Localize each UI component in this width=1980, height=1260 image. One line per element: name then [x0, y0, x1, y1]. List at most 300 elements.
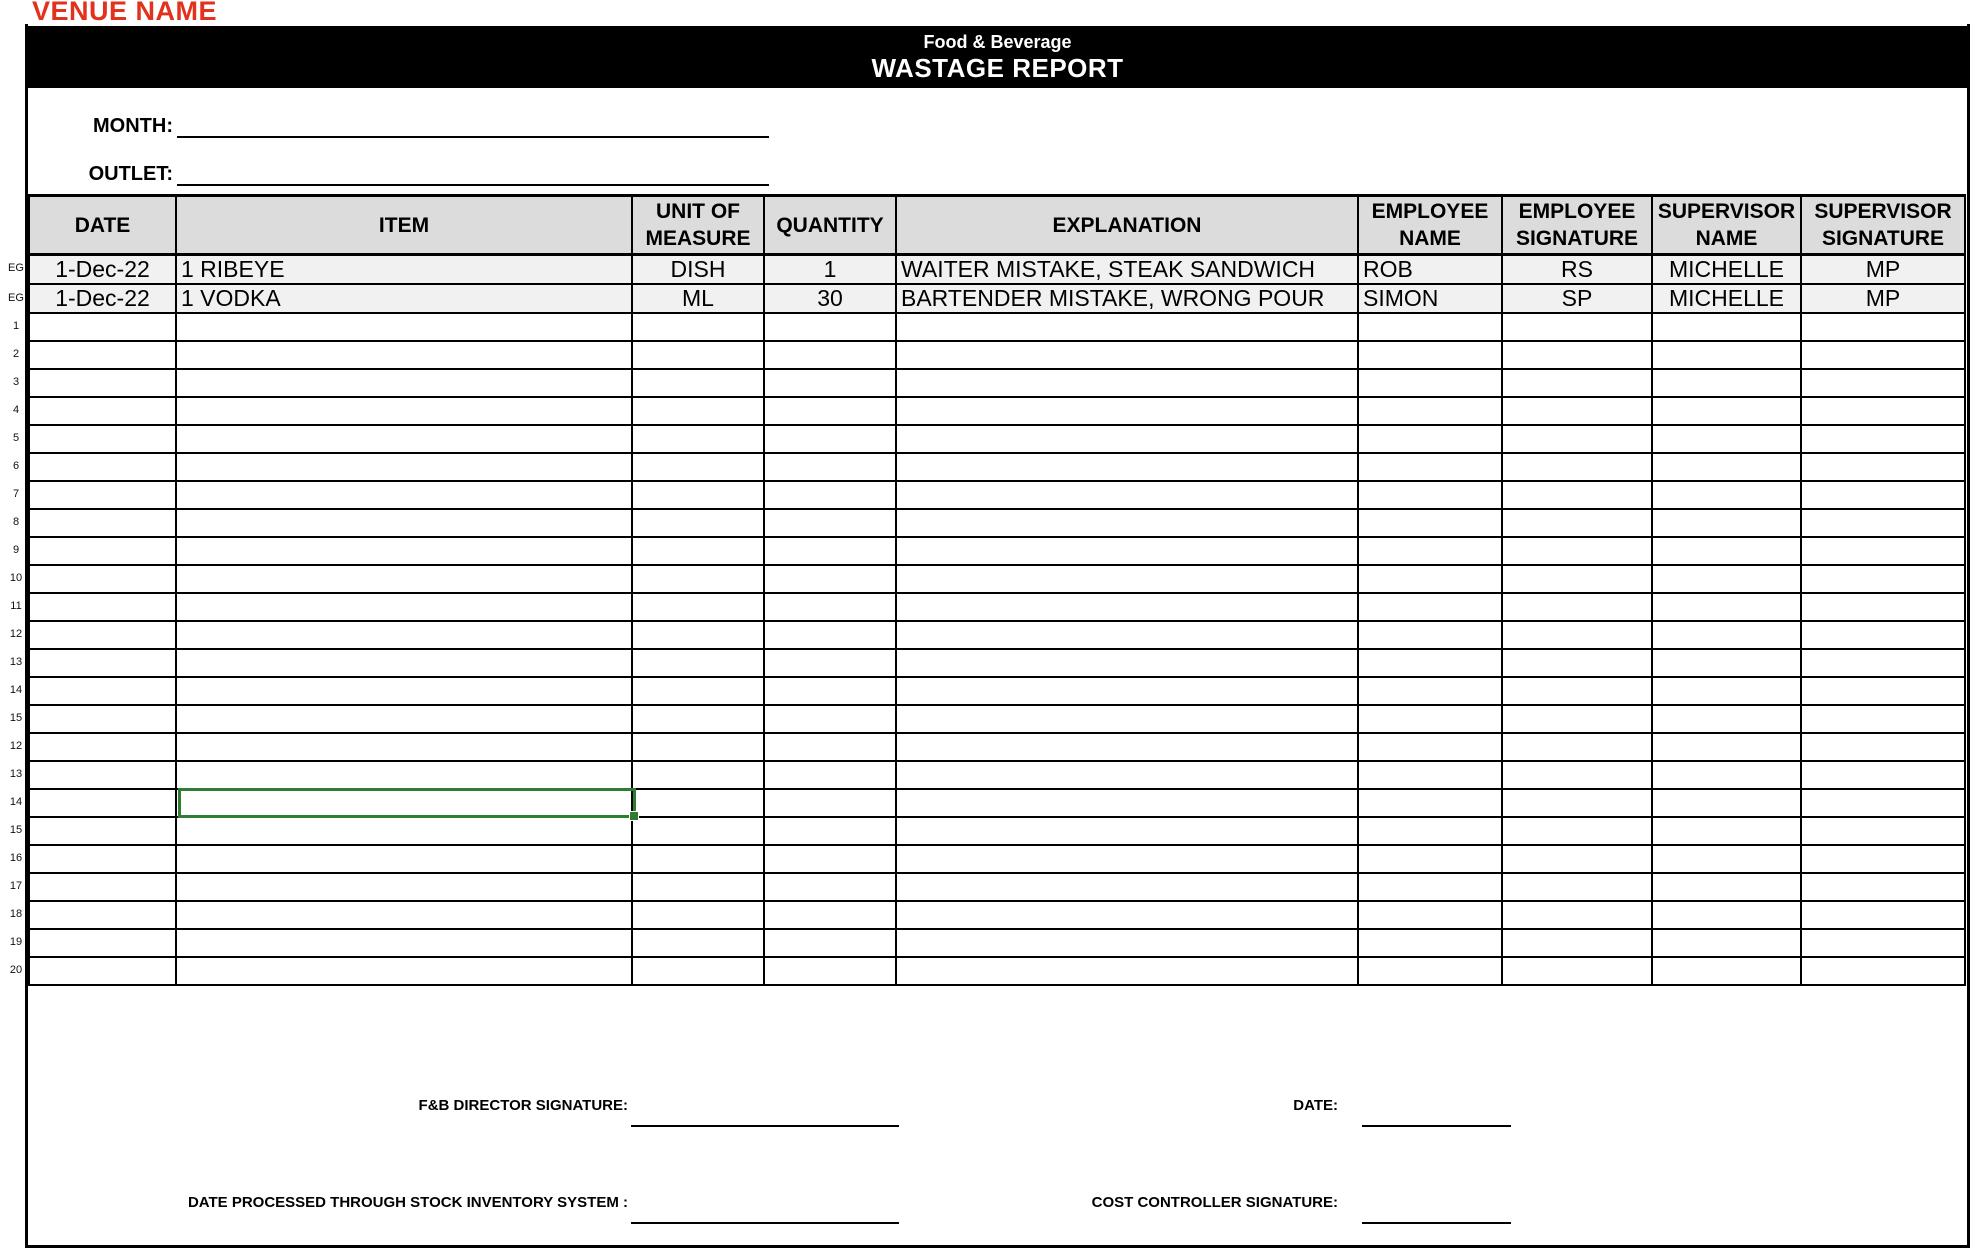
table-cell[interactable] — [1801, 397, 1965, 425]
table-cell[interactable] — [1652, 537, 1801, 565]
table-row — [29, 733, 1965, 761]
table-cell[interactable] — [176, 593, 632, 621]
row-number: EG — [8, 262, 24, 275]
table-cell[interactable]: MP — [1801, 284, 1965, 313]
table-cell[interactable] — [1652, 481, 1801, 509]
row-number: 12 — [9, 740, 23, 752]
table-cell[interactable]: 1 — [764, 255, 896, 285]
table-cell[interactable] — [896, 649, 1358, 677]
table-cell[interactable] — [1652, 957, 1801, 985]
table-cell[interactable] — [1358, 789, 1502, 817]
table-cell[interactable] — [764, 761, 896, 789]
table-row — [29, 621, 1965, 649]
table-cell[interactable] — [1358, 453, 1502, 481]
table-cell[interactable] — [29, 705, 176, 733]
table-cell[interactable] — [1801, 313, 1965, 341]
table-cell[interactable] — [764, 313, 896, 341]
table-cell[interactable] — [1358, 649, 1502, 677]
table-cell[interactable] — [176, 733, 632, 761]
table-cell[interactable] — [1652, 789, 1801, 817]
table-cell[interactable] — [1358, 425, 1502, 453]
table-cell[interactable] — [1801, 369, 1965, 397]
table-cell[interactable] — [29, 453, 176, 481]
table-cell[interactable] — [176, 369, 632, 397]
table-cell[interactable] — [896, 621, 1358, 649]
table-cell[interactable] — [176, 397, 632, 425]
table-cell[interactable] — [764, 845, 896, 873]
column-header-line1: SUPERVISOR — [1657, 200, 1796, 223]
table-cell[interactable] — [1652, 705, 1801, 733]
table-cell[interactable] — [1358, 341, 1502, 369]
table-row — [29, 873, 1965, 901]
table-cell[interactable]: SIMON — [1358, 284, 1502, 313]
table-cell[interactable] — [896, 929, 1358, 957]
table-cell[interactable] — [1502, 845, 1652, 873]
table-cell[interactable] — [764, 649, 896, 677]
table-cell[interactable]: MP — [1801, 255, 1965, 285]
table-cell[interactable] — [176, 341, 632, 369]
table-cell[interactable] — [29, 509, 176, 537]
row-number: 13 — [9, 656, 23, 668]
table-cell[interactable] — [896, 901, 1358, 929]
table-cell[interactable] — [632, 705, 764, 733]
table-cell[interactable] — [632, 621, 764, 649]
table-cell[interactable] — [176, 957, 632, 985]
column-header[interactable] — [29, 196, 176, 255]
cost-controller-signature-label: COST CONTROLLER SIGNATURE: — [1091, 1194, 1338, 1211]
table-cell[interactable] — [1652, 397, 1801, 425]
table-cell[interactable] — [1502, 817, 1652, 845]
table-cell[interactable] — [1358, 873, 1502, 901]
table-cell[interactable] — [176, 789, 632, 817]
table-row — [29, 284, 1965, 313]
table-cell[interactable] — [632, 649, 764, 677]
table-cell[interactable] — [1502, 509, 1652, 537]
table-cell[interactable] — [29, 733, 176, 761]
column-header-line1: DATE — [74, 213, 131, 237]
table-cell[interactable]: DISH — [632, 255, 764, 285]
table-cell[interactable] — [176, 705, 632, 733]
row-number: 2 — [12, 348, 20, 360]
table-cell[interactable] — [1502, 873, 1652, 901]
table-cell[interactable] — [896, 397, 1358, 425]
table-cell[interactable]: WAITER MISTAKE, STEAK SANDWICH — [896, 255, 1358, 285]
table-cell[interactable] — [1801, 593, 1965, 621]
table-cell[interactable] — [1801, 789, 1965, 817]
table-row — [29, 313, 1965, 341]
table-cell[interactable] — [176, 929, 632, 957]
table-cell[interactable] — [29, 761, 176, 789]
table-cell[interactable] — [632, 341, 764, 369]
column-header[interactable] — [1358, 196, 1502, 255]
table-cell[interactable] — [896, 873, 1358, 901]
table-cell[interactable] — [1358, 677, 1502, 705]
table-cell[interactable] — [1801, 565, 1965, 593]
table-cell[interactable] — [1358, 481, 1502, 509]
row-number: 16 — [9, 852, 23, 864]
row-number: 11 — [10, 600, 22, 612]
table-cell[interactable] — [764, 453, 896, 481]
table-cell[interactable] — [29, 789, 176, 817]
table-row — [29, 593, 1965, 621]
table-cell[interactable] — [896, 313, 1358, 341]
table-cell[interactable] — [29, 481, 176, 509]
table-cell[interactable] — [896, 593, 1358, 621]
table-cell[interactable] — [896, 957, 1358, 985]
table-cell[interactable] — [632, 845, 764, 873]
table-cell[interactable] — [896, 341, 1358, 369]
table-cell[interactable] — [896, 677, 1358, 705]
table-cell[interactable] — [29, 649, 176, 677]
table-row — [29, 481, 1965, 509]
fb-director-signature-line[interactable] — [631, 1125, 899, 1127]
table-cell[interactable] — [29, 313, 176, 341]
table-cell[interactable] — [1502, 425, 1652, 453]
table-cell[interactable] — [632, 593, 764, 621]
table-cell[interactable] — [1502, 453, 1652, 481]
table-cell[interactable] — [764, 705, 896, 733]
row-number: 20 — [9, 964, 23, 976]
table-cell[interactable] — [1358, 705, 1502, 733]
table-cell[interactable] — [1358, 901, 1502, 929]
month-label: MONTH: — [93, 115, 173, 137]
table-row — [29, 789, 1965, 817]
table-cell[interactable] — [764, 733, 896, 761]
table-cell[interactable] — [29, 621, 176, 649]
column-header-line2: MEASURE — [645, 227, 751, 250]
table-cell[interactable] — [632, 873, 764, 901]
table-cell[interactable] — [1652, 509, 1801, 537]
table-cell[interactable] — [29, 369, 176, 397]
table-cell[interactable] — [1652, 845, 1801, 873]
table-cell[interactable] — [764, 369, 896, 397]
title-bar — [28, 26, 1967, 88]
table-cell[interactable] — [29, 873, 176, 901]
table-cell[interactable] — [29, 593, 176, 621]
table-cell[interactable] — [1652, 453, 1801, 481]
table-cell[interactable]: 1 VODKA — [176, 284, 632, 313]
table-cell[interactable] — [1502, 313, 1652, 341]
table-cell[interactable] — [1652, 369, 1801, 397]
table-cell[interactable] — [896, 537, 1358, 565]
table-cell[interactable] — [896, 509, 1358, 537]
table-cell[interactable] — [1801, 733, 1965, 761]
table-cell[interactable] — [764, 397, 896, 425]
table-row — [29, 255, 1965, 285]
table-cell[interactable] — [1358, 761, 1502, 789]
table-cell[interactable] — [896, 705, 1358, 733]
table-cell[interactable] — [764, 789, 896, 817]
table-cell[interactable]: SP — [1502, 284, 1652, 313]
table-row — [29, 901, 1965, 929]
table-cell[interactable] — [29, 397, 176, 425]
table-cell[interactable] — [632, 929, 764, 957]
table-cell[interactable]: ROB — [1358, 255, 1502, 285]
table-cell[interactable] — [1652, 593, 1801, 621]
venue-name: VENUE NAME — [32, 0, 218, 26]
table-cell[interactable] — [1358, 397, 1502, 425]
table-cell[interactable] — [1502, 649, 1652, 677]
table-cell[interactable] — [1652, 425, 1801, 453]
table-cell[interactable] — [632, 509, 764, 537]
table-cell[interactable] — [1801, 957, 1965, 985]
row-number: 7 — [12, 488, 20, 500]
table-cell[interactable] — [764, 873, 896, 901]
table-cell[interactable] — [1652, 817, 1801, 845]
table-cell[interactable] — [1652, 929, 1801, 957]
table-cell[interactable] — [1801, 845, 1965, 873]
table-row — [29, 369, 1965, 397]
table-cell[interactable]: ML — [632, 284, 764, 313]
table-cell[interactable] — [632, 453, 764, 481]
column-header-line2: SIGNATURE — [1515, 227, 1639, 250]
table-cell[interactable]: MICHELLE — [1652, 255, 1801, 285]
table-cell[interactable] — [1502, 957, 1652, 985]
table-cell[interactable] — [176, 817, 632, 845]
table-cell[interactable] — [896, 565, 1358, 593]
cost-controller-signature-line[interactable] — [1362, 1222, 1511, 1224]
table-cell[interactable] — [1801, 481, 1965, 509]
column-header[interactable] — [896, 196, 1358, 255]
table-cell[interactable] — [176, 677, 632, 705]
table-cell[interactable] — [1801, 425, 1965, 453]
table-cell[interactable]: 1-Dec-22 — [29, 284, 176, 313]
table-cell[interactable] — [764, 481, 896, 509]
table-cell[interactable] — [1358, 593, 1502, 621]
table-cell[interactable]: RS — [1502, 255, 1652, 285]
table-cell[interactable] — [896, 845, 1358, 873]
table-cell[interactable] — [764, 593, 896, 621]
table-cell[interactable] — [764, 425, 896, 453]
column-header-line1: EMPLOYEE — [1371, 200, 1489, 223]
table-cell[interactable] — [764, 509, 896, 537]
outlet-input[interactable] — [177, 162, 769, 186]
table-cell[interactable] — [764, 929, 896, 957]
row-number: 1 — [12, 320, 20, 332]
row-number: 8 — [12, 516, 20, 528]
table-cell[interactable] — [632, 397, 764, 425]
table-cell[interactable] — [176, 453, 632, 481]
table-cell[interactable] — [896, 453, 1358, 481]
table-row — [29, 705, 1965, 733]
table-cell[interactable] — [1358, 509, 1502, 537]
column-header-line2: SIGNATURE — [1821, 227, 1945, 250]
table-cell[interactable] — [632, 425, 764, 453]
table-cell[interactable] — [29, 565, 176, 593]
table-cell[interactable] — [1502, 481, 1652, 509]
table-cell[interactable] — [632, 817, 764, 845]
table-cell[interactable]: 30 — [764, 284, 896, 313]
table-row — [29, 537, 1965, 565]
table-cell[interactable] — [632, 761, 764, 789]
table-cell[interactable]: 1 RIBEYE — [176, 255, 632, 285]
table-cell[interactable] — [632, 537, 764, 565]
table-cell[interactable] — [1801, 537, 1965, 565]
table-cell[interactable] — [176, 761, 632, 789]
table-cell[interactable] — [176, 509, 632, 537]
table-cell[interactable] — [632, 481, 764, 509]
table-cell[interactable] — [1358, 929, 1502, 957]
outlet-field[interactable] — [28, 156, 769, 186]
table-cell[interactable] — [176, 565, 632, 593]
column-header[interactable] — [1652, 196, 1801, 255]
table-cell[interactable] — [1801, 929, 1965, 957]
table-cell[interactable] — [1652, 677, 1801, 705]
table-row — [29, 341, 1965, 369]
table-cell[interactable] — [896, 425, 1358, 453]
table-cell[interactable] — [176, 537, 632, 565]
month-input[interactable] — [177, 114, 769, 138]
table-cell[interactable] — [1502, 677, 1652, 705]
table-cell[interactable] — [1502, 537, 1652, 565]
table-cell[interactable] — [896, 733, 1358, 761]
table-cell[interactable] — [1358, 537, 1502, 565]
table-cell[interactable] — [1358, 621, 1502, 649]
table-cell[interactable] — [632, 369, 764, 397]
table-row — [29, 453, 1965, 481]
table-cell[interactable] — [896, 761, 1358, 789]
table-cell[interactable] — [1502, 621, 1652, 649]
column-header[interactable] — [176, 196, 632, 255]
table-cell[interactable] — [632, 901, 764, 929]
table-cell[interactable] — [1652, 341, 1801, 369]
table-cell[interactable] — [176, 901, 632, 929]
table-cell[interactable] — [176, 873, 632, 901]
table-cell[interactable] — [1652, 313, 1801, 341]
table-cell[interactable] — [764, 537, 896, 565]
row-number: EG — [8, 291, 24, 304]
table-cell[interactable] — [1358, 313, 1502, 341]
table-cell[interactable] — [1652, 621, 1801, 649]
table-cell[interactable] — [896, 481, 1358, 509]
table-cell[interactable] — [29, 425, 176, 453]
table-cell[interactable] — [1502, 733, 1652, 761]
table-cell[interactable] — [176, 481, 632, 509]
column-header-line2: NAME — [1399, 227, 1461, 250]
table-cell[interactable] — [1502, 761, 1652, 789]
table-cell[interactable] — [29, 929, 176, 957]
table-row — [29, 397, 1965, 425]
table-cell[interactable] — [29, 901, 176, 929]
table-cell[interactable] — [1502, 901, 1652, 929]
column-header[interactable] — [1801, 196, 1965, 255]
table-cell[interactable] — [1652, 873, 1801, 901]
table-cell[interactable] — [29, 845, 176, 873]
column-header[interactable] — [1502, 196, 1652, 255]
table-cell[interactable] — [764, 957, 896, 985]
table-cell[interactable] — [176, 621, 632, 649]
month-field[interactable] — [28, 108, 769, 138]
table-cell[interactable] — [29, 677, 176, 705]
table-cell[interactable] — [1502, 397, 1652, 425]
row-number: 10 — [9, 572, 23, 584]
table-cell[interactable] — [632, 733, 764, 761]
table-row — [29, 845, 1965, 873]
table-cell[interactable]: BARTENDER MISTAKE, WRONG POUR — [896, 284, 1358, 313]
table-cell[interactable] — [632, 957, 764, 985]
table-cell[interactable] — [632, 313, 764, 341]
table-cell[interactable] — [176, 313, 632, 341]
table-cell[interactable] — [1801, 705, 1965, 733]
date-line[interactable] — [1362, 1125, 1511, 1127]
date-processed-line[interactable] — [631, 1222, 899, 1224]
table-cell[interactable] — [1801, 817, 1965, 845]
table-cell[interactable] — [1801, 761, 1965, 789]
table-cell[interactable] — [764, 677, 896, 705]
table-cell[interactable] — [176, 845, 632, 873]
row-number: 13 — [9, 768, 23, 780]
table-cell[interactable] — [1652, 761, 1801, 789]
table-cell[interactable] — [1502, 929, 1652, 957]
table-cell[interactable] — [1358, 369, 1502, 397]
table-cell[interactable] — [1652, 565, 1801, 593]
table-cell[interactable] — [764, 341, 896, 369]
row-number: 5 — [12, 432, 20, 444]
table-cell[interactable] — [896, 369, 1358, 397]
column-header[interactable] — [764, 196, 896, 255]
table-cell[interactable] — [1358, 733, 1502, 761]
table-cell[interactable] — [29, 957, 176, 985]
table-cell[interactable] — [29, 817, 176, 845]
table-cell[interactable] — [1358, 565, 1502, 593]
row-number: 14 — [9, 796, 23, 808]
table-cell[interactable] — [1502, 341, 1652, 369]
table-cell[interactable] — [1801, 341, 1965, 369]
table-cell[interactable] — [896, 789, 1358, 817]
table-cell[interactable] — [29, 537, 176, 565]
table-cell[interactable] — [1358, 817, 1502, 845]
table-cell[interactable] — [1801, 453, 1965, 481]
table-cell[interactable] — [764, 565, 896, 593]
table-cell[interactable] — [1801, 649, 1965, 677]
table-cell[interactable] — [1652, 649, 1801, 677]
table-cell[interactable] — [1801, 901, 1965, 929]
table-cell[interactable] — [1502, 789, 1652, 817]
table-cell[interactable]: 1-Dec-22 — [29, 255, 176, 285]
column-header-line2: NAME — [1695, 227, 1758, 250]
table-cell[interactable] — [1502, 593, 1652, 621]
table-cell[interactable] — [1502, 369, 1652, 397]
table-cell[interactable] — [632, 565, 764, 593]
table-cell[interactable] — [896, 817, 1358, 845]
outlet-label: OUTLET: — [88, 163, 173, 185]
row-number: 12 — [9, 628, 23, 640]
table-cell[interactable] — [176, 425, 632, 453]
table-cell[interactable] — [1502, 705, 1652, 733]
table-cell[interactable] — [632, 789, 764, 817]
table-cell[interactable] — [1801, 621, 1965, 649]
row-number: 19 — [9, 936, 23, 948]
table-cell[interactable] — [1801, 677, 1965, 705]
table-cell[interactable] — [176, 649, 632, 677]
table-cell[interactable] — [1801, 509, 1965, 537]
table-cell[interactable] — [29, 341, 176, 369]
table-cell[interactable] — [764, 817, 896, 845]
table-cell[interactable] — [632, 677, 764, 705]
table-cell[interactable] — [1652, 901, 1801, 929]
table-cell[interactable] — [764, 621, 896, 649]
table-cell[interactable] — [1801, 873, 1965, 901]
table-cell[interactable] — [1502, 565, 1652, 593]
table-cell[interactable] — [1652, 733, 1801, 761]
column-header[interactable] — [632, 196, 764, 255]
table-cell[interactable] — [1358, 845, 1502, 873]
column-header-line1: SUPERVISOR — [1814, 200, 1952, 223]
table-cell[interactable]: MICHELLE — [1652, 284, 1801, 313]
table-cell[interactable] — [1358, 957, 1502, 985]
table-cell[interactable] — [764, 901, 896, 929]
table-row — [29, 425, 1965, 453]
